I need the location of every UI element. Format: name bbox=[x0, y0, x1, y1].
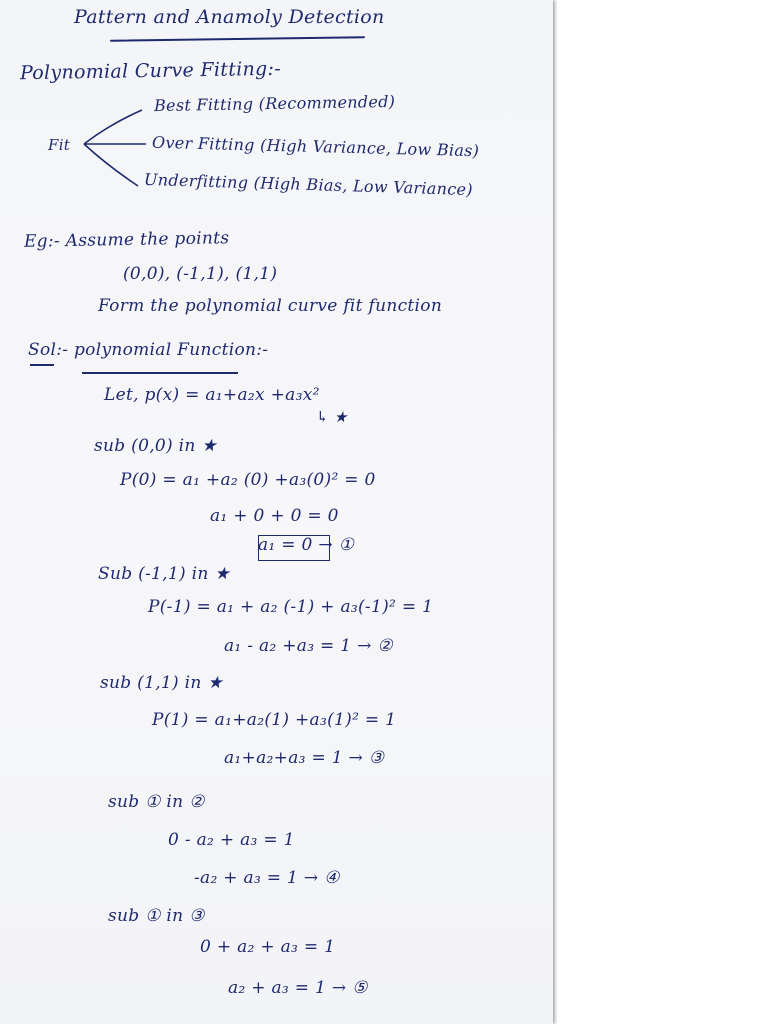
equation-line: a₁+a₂+a₃ = 1 → ③ bbox=[224, 748, 385, 768]
sol-underline bbox=[30, 364, 54, 366]
equation-line: a₁ + 0 + 0 = 0 bbox=[210, 506, 339, 526]
equation-line: a₁ - a₂ +a₃ = 1 → ② bbox=[224, 636, 393, 656]
example-task: Form the polynomial curve fit function bbox=[98, 296, 443, 316]
equation-line: 0 - a₂ + a₃ = 1 bbox=[168, 830, 295, 850]
example-points: (0,0), (-1,1), (1,1) bbox=[123, 264, 278, 284]
equation-line: a₁ = 0 → ① bbox=[258, 535, 355, 555]
page-title: Pattern and Anamoly Detection bbox=[74, 6, 385, 28]
equation-line: sub ① in ② bbox=[108, 792, 205, 812]
equation-line: -a₂ + a₃ = 1 → ④ bbox=[194, 868, 340, 888]
title-underline bbox=[110, 36, 365, 42]
equation-line: sub (0,0) in ★ bbox=[94, 436, 217, 456]
solution-heading: Sol:- polynomial Function:- bbox=[28, 340, 269, 360]
background bbox=[553, 0, 768, 1024]
branch-best-fitting: Best Fitting (Recommended) bbox=[153, 91, 396, 116]
equation-line: P(-1) = a₁ + a₂ (-1) + a₃(-1)² = 1 bbox=[148, 597, 434, 617]
fit-label: Fit bbox=[48, 136, 71, 154]
equation-line: sub ① in ③ bbox=[108, 906, 205, 926]
branch-underfitting: Underfitting (High Bias, Low Variance) bbox=[143, 169, 474, 200]
star-marker: ↳ ★ bbox=[316, 408, 348, 426]
equation-line: sub (1,1) in ★ bbox=[100, 673, 223, 693]
equation-line: a₂ + a₃ = 1 → ⑤ bbox=[228, 978, 368, 998]
equation-line: P(0) = a₁ +a₂ (0) +a₃(0)² = 0 bbox=[120, 470, 376, 490]
equation-line: Sub (-1,1) in ★ bbox=[98, 564, 230, 584]
example-label: Eg:- Assume the points bbox=[23, 228, 230, 252]
section-heading: Polynomial Curve Fitting:- bbox=[19, 57, 282, 85]
equation-line: P(1) = a₁+a₂(1) +a₃(1)² = 1 bbox=[152, 710, 397, 730]
equation-line: Let, p(x) = a₁+a₂x +a₃x² bbox=[104, 385, 320, 405]
polynomial-underline bbox=[82, 372, 238, 374]
equation-line: 0 + a₂ + a₃ = 1 bbox=[200, 937, 336, 957]
branch-over-fitting: Over Fitting (High Variance, Low Bias) bbox=[151, 132, 480, 161]
